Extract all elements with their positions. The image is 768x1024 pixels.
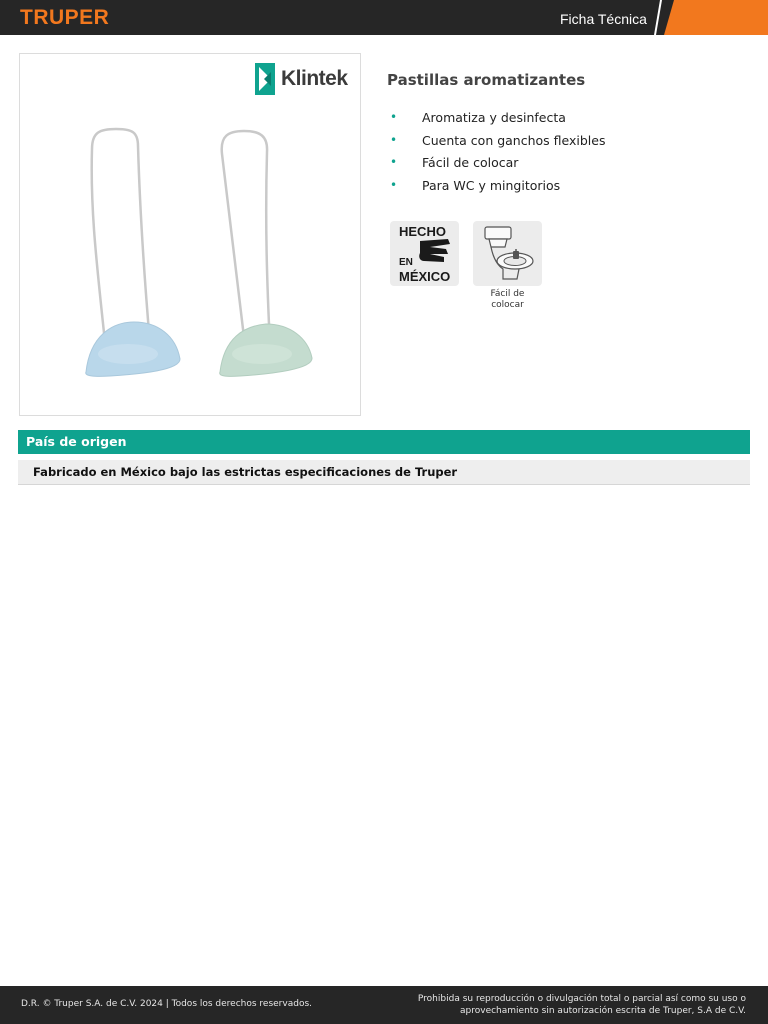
easy-install-badge [473,221,542,286]
svg-text:HECHO: HECHO [399,224,446,239]
feature-list [390,110,605,200]
copyright-text: D.R. © Truper S.A. de C.V. 2024 | Todos los derechos reservados. [21,999,312,1009]
hecho-en-mexico-badge [390,221,459,286]
bullet-icon: • [390,177,398,192]
header-bar [0,0,768,35]
origin-text: Fabricado en México bajo las estrictas especificaciones de Truper [33,465,458,479]
list-item: • Para WC y mingitorios [390,177,561,193]
klintek-wordmark: Klintek [281,67,348,90]
air-freshener-image [20,54,360,415]
legal-notice: Prohibida su reproducción o divulgación total o parcial así como su uso o aprovechamiento sin autorización escrita de Truper, S.A de C.V. [417,994,746,1016]
origin-section-header [18,430,750,454]
svg-text:MÉXICO: MÉXICO [399,269,451,284]
easy-install-caption: Fácil de colocar [490,289,525,310]
header-separator [654,0,662,35]
bullet-icon: • [390,155,398,169]
origin-row [18,460,750,485]
toilet-icon [473,221,542,286]
footer-bar [0,986,768,1024]
product-title: Pastillas aromatizantes [387,71,586,89]
list-item: • Cuenta con ganchos flexibles [390,132,606,148]
origin-heading: País de origen [26,434,127,449]
bullet-icon: • [390,132,398,147]
bullet-icon: • [390,110,398,124]
list-item: • Fácil de colocar [390,155,519,170]
product-photo [19,53,361,416]
sheet-label: Ficha Técnica [560,11,647,27]
list-item: • Aromatiza y desinfecta [390,110,566,125]
header-accent-tab [664,0,768,35]
truper-logo: TRUPER [20,6,110,29]
hecho-en-mexico-icon [390,221,459,286]
svg-text:EN: EN [399,257,413,268]
